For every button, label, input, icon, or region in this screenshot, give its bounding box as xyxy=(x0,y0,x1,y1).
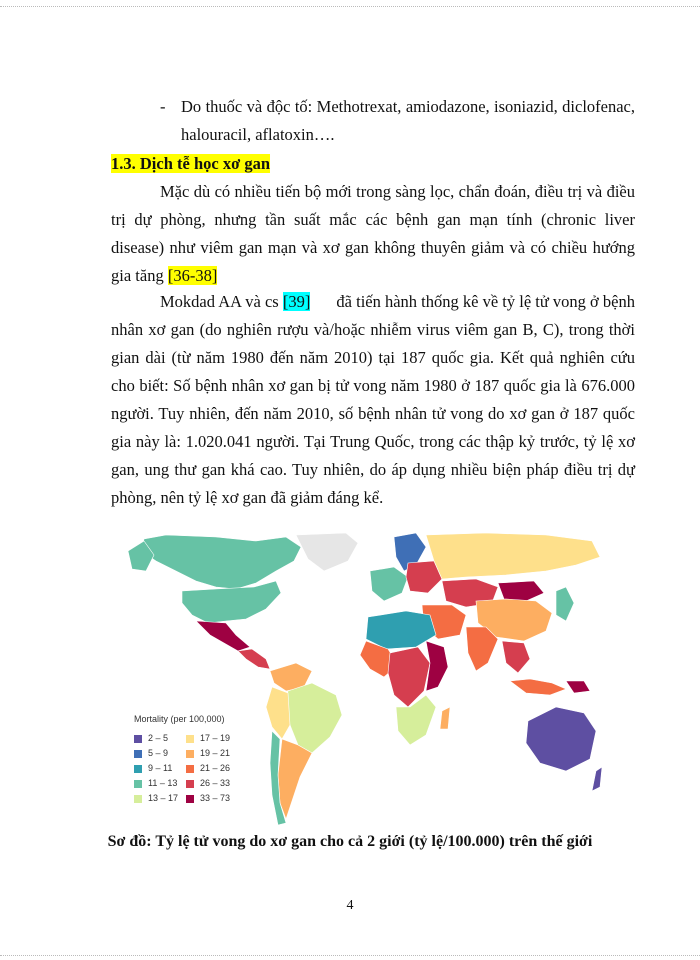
map-region-australia xyxy=(526,707,596,771)
map-region-peru-bolivia xyxy=(266,687,290,739)
map-region-western-europe xyxy=(370,567,408,601)
legend-swatch xyxy=(186,735,194,743)
map-region-greenland xyxy=(296,533,358,571)
citation-36-38[interactable]: [36-38] xyxy=(167,266,218,285)
bullet-line-1: Do thuốc và độc tố: Methotrexat, amiodazone, isoniazid, diclofenac, xyxy=(181,97,635,116)
legend-swatch xyxy=(186,795,194,803)
map-region-argentina xyxy=(278,739,312,819)
legend-label: 17 – 19 xyxy=(200,733,231,743)
map-region-brazil xyxy=(284,683,342,753)
legend-swatch xyxy=(134,735,142,743)
para2-line-2: nhân xơ gan (do nghiên rượu và/hoặc nhiễm virus viêm gan B, C), trong thời xyxy=(111,320,635,339)
page-border-bottom xyxy=(0,955,700,956)
map-region-new-guinea xyxy=(566,681,590,693)
bullet-dash: - xyxy=(160,97,166,116)
section-heading xyxy=(111,154,270,174)
legend-item xyxy=(134,733,168,743)
map-region-north-africa xyxy=(366,611,436,649)
bullet-line-2: halouracil, aflatoxin…. xyxy=(181,125,335,144)
legend-swatch xyxy=(134,765,142,773)
para1-line-1: Mặc dù có nhiều tiến bộ mới trong sàng lọc, chẩn đoán, điều trị và điều xyxy=(160,182,635,201)
legend-label: 5 – 9 xyxy=(148,748,169,758)
para1-line-4 xyxy=(111,266,217,286)
map-region-new-zealand xyxy=(592,767,602,791)
para2-line-5: người. Tuy nhiên, đến năm 2010, số bệnh nhân tử vong do xơ gan ở 187 quốc xyxy=(111,404,635,423)
para2-line-7: gan, ung thư gan khá cao. Tuy nhiên, do áp dụng nhiều biện pháp điều trị dự xyxy=(111,460,635,479)
para2-line-3: gian dài (từ năm 1980 đến năm 2010) tại 187 quốc gia. Kết quả nghiên cứu xyxy=(111,348,635,367)
legend-label: 21 – 26 xyxy=(200,763,231,773)
legend-label: 19 – 21 xyxy=(200,748,231,758)
map-region-central-america xyxy=(238,649,270,669)
para1-line-3: disease) như viêm gan mạn và xơ gan không thuyên giảm và có chiều hướng xyxy=(111,238,635,257)
page-number: 4 xyxy=(346,898,354,913)
section-heading-text: 1.3. Dịch tễ học xơ gan xyxy=(111,154,271,173)
legend-title: Mortality (per 100,000) xyxy=(134,714,225,724)
legend-label: 26 – 33 xyxy=(200,778,231,788)
map-region-southeast-asia xyxy=(502,641,530,673)
legend-item xyxy=(134,748,168,758)
legend-swatch xyxy=(134,750,142,758)
map-region-madagascar xyxy=(440,707,450,729)
legend-label: 2 – 5 xyxy=(148,733,169,743)
legend-item xyxy=(186,748,230,758)
para2-first-text xyxy=(160,292,310,312)
citation-39[interactable]: [39] xyxy=(282,292,311,311)
legend-item xyxy=(134,763,172,773)
para1-last-text: gia tăng xyxy=(111,266,168,285)
map-region-canada xyxy=(141,535,301,589)
legend-item xyxy=(186,763,230,773)
para2-line-1 xyxy=(160,292,635,312)
legend-swatch xyxy=(134,780,142,788)
map-region-indonesia xyxy=(510,679,566,695)
legend-item xyxy=(186,778,230,788)
map-region-mexico xyxy=(196,621,250,651)
para2-line-8: phòng, nên tỷ lệ xơ gan đã giảm đáng kể. xyxy=(111,488,384,507)
legend-swatch xyxy=(134,795,142,803)
map-region-russia xyxy=(426,533,600,579)
figure-caption: Sơ đồ: Tỷ lệ tử vong do xơ gan cho cả 2 giới (tỷ lệ/100.000) trên thế giới xyxy=(107,833,593,850)
legend-label: 13 – 17 xyxy=(148,793,179,803)
map-region-east-africa xyxy=(426,641,448,691)
legend-swatch xyxy=(186,750,194,758)
legend-label: 11 – 13 xyxy=(148,778,178,788)
legend-label: 33 – 73 xyxy=(200,793,231,803)
legend-swatch xyxy=(186,780,194,788)
para2-author: Mokdad AA và cs xyxy=(160,292,283,311)
legend-label: 9 – 11 xyxy=(148,763,173,773)
legend-item xyxy=(134,793,178,803)
legend-item xyxy=(186,793,230,803)
map-region-southern-africa xyxy=(396,695,436,745)
legend-item xyxy=(186,733,230,743)
para2-first-suffix: đã tiến hành thống kê về tỷ lệ tử vong ở bệnh xyxy=(336,292,635,311)
para1-line-2: trị dự phòng, nhưng tần suất mắc các bệnh gan mạn tính (chronic liver xyxy=(111,210,635,229)
para2-line-6: gia này là: 1.020.041 người. Tại Trung Quốc, trong các thập kỷ trước, tỷ lệ xơ xyxy=(111,432,635,451)
legend-swatch xyxy=(186,765,194,773)
legend-item xyxy=(134,778,177,788)
page-border-top xyxy=(0,6,700,7)
map-region-mongolia xyxy=(498,581,544,601)
para2-line-4: cho biết: Số bệnh nhân xơ gan bị tử vong năm 1980 ở 187 quốc gia là 676.000 xyxy=(111,376,635,395)
map-region-japan-korea xyxy=(556,587,574,621)
